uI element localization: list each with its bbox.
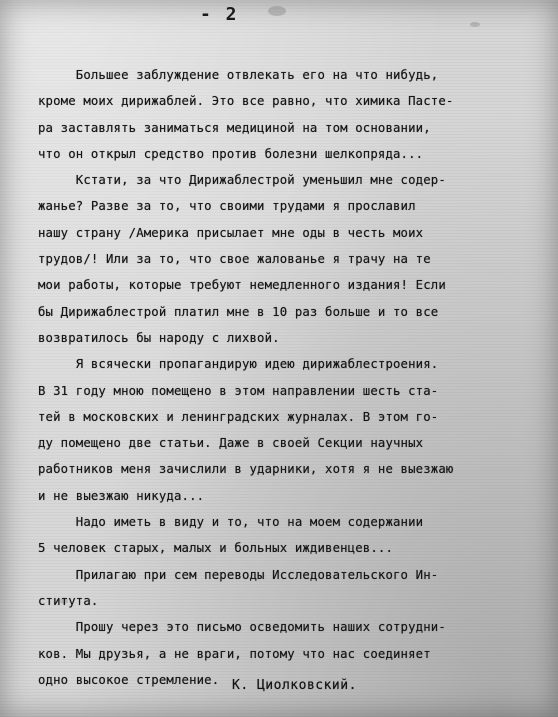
letter-body [38, 62, 538, 693]
text-line: работников меня зачислили в ударники, хотя я не выезжаю [38, 462, 454, 477]
text-line: нашу страну /Америка присылает мне оды в честь моих [38, 225, 424, 240]
text-line: ститута. [38, 593, 99, 608]
text-line: трудов/! Или за то, что свое жалованье я трачу на те [38, 252, 431, 267]
ink-stain [268, 6, 286, 16]
text-line: бы Дирижаблестрой платил мне в 10 раз больше и то все [38, 304, 439, 319]
text-line: тей в московских и ленинградских журналах. В этом го- [38, 409, 439, 424]
text-line: В 31 году мною помещено в этом направлении шесть ста- [38, 383, 439, 398]
text-line: кроме моих дирижаблей. Это все равно, что химика Пасте- [38, 94, 454, 109]
ink-stain [470, 22, 480, 27]
page-number: - 2 [200, 4, 239, 25]
text-line: и не выезжаю никуда... [38, 488, 205, 503]
text-line: одно высокое стремление. [38, 672, 220, 687]
text-line: Прошу через это письмо осведомить наших сотрудни- [38, 620, 446, 635]
text-line: 5 человек старых, малых и больных иждивенцев... [38, 541, 394, 556]
text-line: Прилагаю при сем переводы Исследовательского Ин- [38, 567, 439, 582]
text-line: ков. Мы друзья, а не враги, потому что нас соединяет [38, 646, 431, 661]
text-line: мои работы, которые требуют немедленного издания! Если [38, 278, 446, 293]
text-line: возвратилось бы народу с лихвой. [38, 330, 280, 345]
text-line: что он открыл средство против болезни шелкопряда... [38, 146, 424, 161]
text-line: ра заставлять заниматься медициной на том основании, [38, 120, 431, 135]
signature: К. Циолковский. [232, 678, 357, 693]
text-line: Надо иметь в виду и то, что на моем содержании [38, 515, 424, 530]
text-line: жанье? Разве за то, что своими трудами я прославил [38, 199, 416, 214]
text-line: Большее заблуждение отвлекать его на что нибудь, [38, 68, 439, 82]
text-line: Кстати, за что Дирижаблестрой уменьшил мне содер- [38, 173, 446, 188]
text-line: ду помещено две статьи. Даже в своей Секции научных [38, 436, 424, 451]
text-line: Я всячески пропагандирую идею дирижаблестроения. [38, 357, 439, 372]
